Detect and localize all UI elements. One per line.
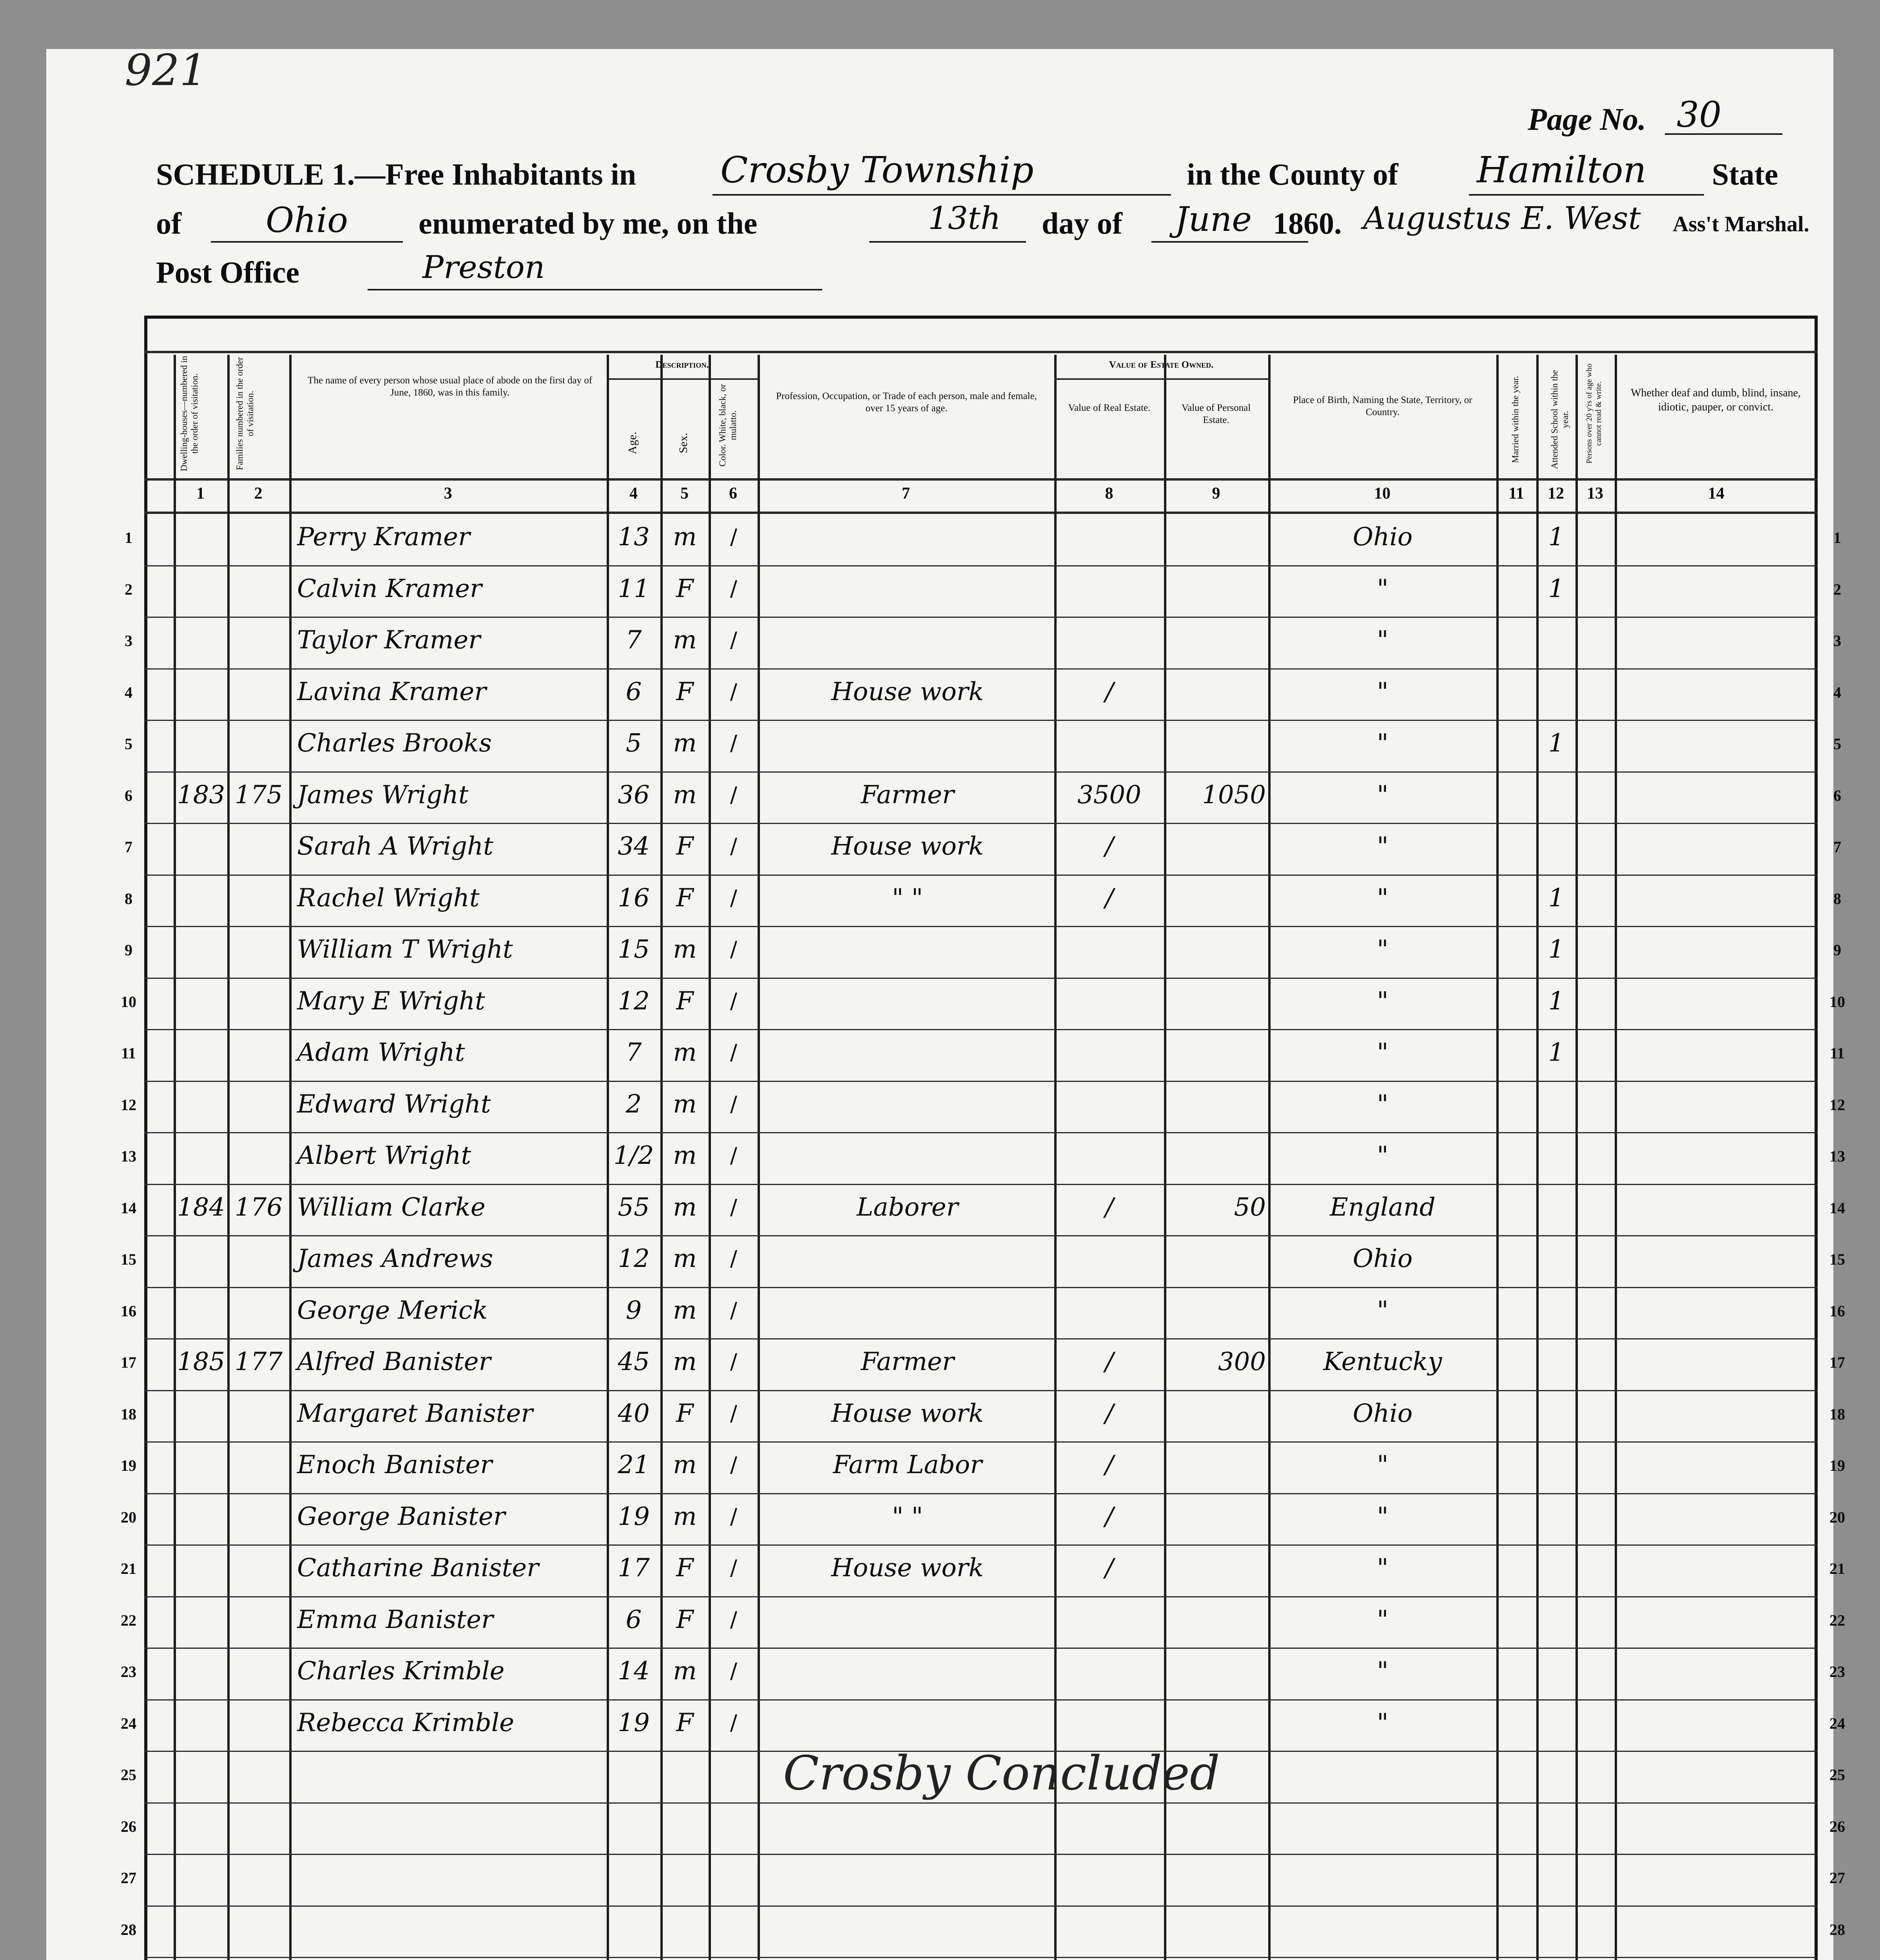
col5-header: Sex. [677, 432, 690, 454]
cell-name: Emma Banister [297, 1605, 493, 1634]
cell-birthplace: " [1377, 1450, 1389, 1479]
county-label: in the County of [1187, 157, 1398, 191]
line-number: 26 [1829, 1817, 1845, 1835]
cell-sex: m [673, 729, 697, 758]
cell-dwelling: 185 [177, 1347, 225, 1376]
line-number: 16 [1829, 1302, 1845, 1320]
state-label: State [1712, 157, 1778, 191]
cell-birthplace: " [1377, 1141, 1389, 1170]
cell-family: 177 [234, 1347, 283, 1376]
cell-real: / [1105, 1192, 1114, 1222]
col-number: 11 [1508, 485, 1524, 503]
cell-color: / [730, 988, 738, 1013]
line-number: 23 [121, 1663, 136, 1681]
cell-sex: F [676, 986, 694, 1016]
cell-name: Rachel Wright [297, 883, 480, 913]
row-rule [144, 617, 1818, 618]
census-year: 1860. [1273, 206, 1342, 240]
col6-header: Color. White, black, or mulatto. [718, 384, 738, 467]
cell-color: / [730, 524, 738, 549]
cell-color: / [730, 1143, 738, 1168]
cell-color: / [730, 937, 738, 962]
col11-header: Married within the year. [1510, 376, 1520, 463]
cell-sex: F [676, 1708, 694, 1737]
cell-sex: m [673, 1038, 697, 1067]
cell-birthplace: " [1377, 1502, 1389, 1531]
row-rule [144, 926, 1818, 927]
cell-color: / [730, 679, 738, 704]
line-number: 4 [125, 683, 132, 701]
cell-age: 7 [625, 1038, 642, 1067]
line-number: 2 [125, 580, 132, 598]
line-number: 14 [121, 1199, 136, 1217]
cell-school: 1 [1548, 1038, 1565, 1067]
col-number: 12 [1548, 485, 1564, 503]
line-number: 21 [121, 1560, 136, 1577]
cell-color: / [730, 782, 738, 807]
cell-age: 7 [625, 626, 642, 655]
cell-birthplace: " [1377, 1708, 1389, 1737]
cell-sex: m [673, 1244, 697, 1273]
col-number: 9 [1212, 485, 1220, 503]
line-number: 1 [125, 529, 132, 546]
description-header: Description. [655, 359, 709, 370]
line-number: 15 [1829, 1250, 1845, 1268]
line-number: 16 [121, 1302, 136, 1320]
cell-sex: m [673, 1450, 697, 1479]
row-rule [144, 1648, 1818, 1649]
cell-school: 1 [1548, 935, 1565, 964]
cell-sex: F [676, 1605, 694, 1634]
line-number: 23 [1829, 1663, 1845, 1681]
row-rule [144, 720, 1818, 721]
cell-name: Charles Krimble [297, 1657, 505, 1686]
col14-header: Whether deaf and dumb, blind, insane, idiotic, pauper, or convict. [1631, 387, 1801, 413]
row-rule [144, 668, 1818, 670]
line-number: 28 [121, 1920, 136, 1938]
col2-header: Families numbered in the order of visitation. [235, 357, 255, 470]
cell-occupation: House work [831, 1553, 984, 1583]
line-number: 26 [121, 1817, 136, 1835]
col-number: 3 [444, 485, 452, 503]
cell-name: Taylor Kramer [297, 626, 480, 655]
col10-header: Place of Birth, Naming the State, Territory, or Country. [1293, 395, 1472, 417]
cell-name: Alfred Banister [297, 1347, 491, 1376]
col-number: 13 [1587, 485, 1603, 503]
cell-color: / [730, 1504, 738, 1529]
line-number: 27 [1829, 1869, 1845, 1887]
cell-name: Edward Wright [297, 1089, 491, 1119]
cell-real: / [1105, 1450, 1114, 1479]
cell-occupation: Farm Labor [833, 1450, 982, 1479]
line-number: 21 [1829, 1560, 1845, 1577]
line-number: 24 [121, 1714, 136, 1732]
enumeration-day: 13th [928, 200, 1001, 236]
cell-age: 1/2 [613, 1141, 654, 1170]
line-number: 12 [1829, 1096, 1845, 1114]
township-name: Crosby Township [720, 149, 1034, 191]
line-number: 17 [1829, 1354, 1845, 1371]
cell-age: 6 [625, 677, 642, 706]
line-number: 22 [1829, 1611, 1845, 1629]
cell-birthplace: " [1377, 1657, 1389, 1686]
cell-color: / [730, 1194, 738, 1220]
cell-school: 1 [1548, 986, 1565, 1016]
cell-occupation: " " [892, 1502, 923, 1531]
line-number: 8 [125, 889, 132, 907]
line-number: 12 [121, 1096, 136, 1114]
row-rule [144, 823, 1818, 824]
cell-sex: F [676, 1399, 694, 1428]
col-number: 4 [629, 485, 638, 503]
cell-age: 17 [618, 1553, 650, 1583]
cell-sex: m [673, 780, 697, 809]
cell-color: / [730, 885, 738, 910]
marshal-name: Augustus E. West [1363, 200, 1641, 236]
cell-color: / [730, 628, 738, 652]
line-number: 25 [1829, 1766, 1845, 1784]
cell-birthplace: Kentucky [1323, 1347, 1442, 1376]
cell-sex: F [676, 574, 694, 603]
cell-birthplace: " [1377, 1553, 1389, 1583]
cell-birthplace: Ohio [1352, 1399, 1413, 1428]
cell-school: 1 [1548, 883, 1565, 913]
cell-age: 14 [618, 1657, 650, 1686]
cell-color: / [730, 1607, 738, 1632]
line-number: 7 [125, 838, 132, 856]
cell-birthplace: Ohio [1352, 523, 1413, 552]
cell-name: George Merick [297, 1296, 488, 1325]
cell-age: 9 [625, 1296, 642, 1325]
page-number: 30 [1677, 94, 1722, 135]
cell-sex: m [673, 1657, 697, 1686]
line-number: 20 [1829, 1508, 1845, 1526]
row-rule [144, 771, 1818, 773]
cell-occupation: Farmer [861, 1347, 954, 1376]
cell-color: / [730, 1710, 738, 1735]
cell-name: Charles Brooks [297, 729, 492, 758]
cell-age: 19 [618, 1708, 650, 1737]
cell-name: Perry Kramer [297, 523, 470, 552]
cell-sex: m [673, 1347, 697, 1376]
row-rule [144, 1906, 1818, 1907]
cell-birthplace: England [1330, 1192, 1436, 1222]
line-number: 9 [1833, 941, 1841, 959]
col1-header: Dwelling-houses—numbered in the order of visitation. [179, 356, 199, 472]
cell-birthplace: " [1377, 832, 1389, 861]
line-number: 17 [121, 1354, 136, 1371]
cell-real: / [1105, 1347, 1114, 1376]
cell-age: 40 [618, 1399, 650, 1428]
cell-color: / [730, 1091, 738, 1116]
cell-age: 13 [618, 523, 650, 552]
cell-personal: 1050 [1202, 780, 1266, 809]
cell-color: / [730, 576, 738, 601]
cell-name: Enoch Banister [297, 1450, 492, 1479]
line-number: 3 [1833, 632, 1841, 650]
cell-school: 1 [1548, 574, 1565, 603]
cell-sex: m [673, 1502, 697, 1531]
page-label: Page No. [1528, 102, 1646, 137]
line-number: 22 [121, 1611, 136, 1629]
post-office-label: Post Office [156, 255, 300, 289]
cell-color: / [730, 1040, 738, 1065]
cell-age: 15 [618, 935, 650, 964]
cell-sex: F [676, 832, 694, 861]
cell-age: 5 [625, 729, 642, 758]
col-number: 6 [729, 485, 737, 503]
col-number: 5 [680, 485, 689, 503]
cell-real: / [1105, 1399, 1114, 1428]
cell-birthplace: " [1377, 1296, 1389, 1325]
line-number: 13 [121, 1147, 136, 1165]
line-number: 1 [1833, 529, 1841, 546]
col-number: 7 [902, 485, 910, 503]
line-number: 24 [1829, 1714, 1845, 1732]
cell-birthplace: " [1377, 677, 1389, 706]
row-rule [144, 1390, 1818, 1391]
cell-age: 11 [618, 574, 650, 603]
row-rule [144, 1544, 1818, 1546]
line-number: 5 [125, 735, 132, 753]
cell-age: 36 [618, 780, 650, 809]
cell-sex: m [673, 1141, 697, 1170]
row-rule [144, 1596, 1818, 1597]
col8-header: Value of Real Estate. [1068, 403, 1151, 413]
line-number: 11 [1830, 1044, 1845, 1062]
cell-sex: m [673, 1296, 697, 1325]
cell-age: 34 [618, 832, 650, 861]
row-rule [144, 1029, 1818, 1030]
cell-birthplace: " [1377, 883, 1389, 913]
cell-color: / [730, 1401, 738, 1426]
cell-sex: m [673, 626, 697, 655]
census-sheet [46, 45, 1845, 1960]
cell-color: / [730, 731, 738, 755]
line-number: 18 [1829, 1405, 1845, 1423]
line-number: 14 [1829, 1199, 1845, 1217]
cell-name: Sarah A Wright [297, 832, 493, 861]
corner-note: 921 [125, 45, 207, 95]
cell-color: / [730, 1659, 738, 1683]
line-number: 13 [1829, 1147, 1845, 1165]
cell-birthplace: " [1377, 626, 1389, 655]
line-number: 4 [1833, 683, 1841, 701]
col-number: 14 [1708, 485, 1724, 503]
col-number: 1 [196, 485, 205, 503]
cell-personal: 300 [1218, 1347, 1266, 1376]
row-rule [144, 875, 1818, 876]
marshal-label: Ass't Marshal. [1673, 212, 1809, 236]
cell-age: 21 [618, 1450, 650, 1479]
cell-real: / [1105, 1502, 1114, 1531]
cell-age: 16 [618, 883, 650, 913]
cell-occupation: House work [831, 677, 984, 706]
cell-occupation: Farmer [861, 780, 954, 809]
cell-name: Lavina Kramer [297, 677, 486, 706]
cell-dwelling: 183 [177, 780, 225, 809]
row-rule [144, 1338, 1818, 1339]
line-number: 6 [125, 786, 132, 804]
row-rule [144, 1493, 1818, 1494]
cell-occupation: Laborer [856, 1192, 959, 1222]
cell-occupation: House work [831, 832, 984, 861]
row-rule [144, 1957, 1818, 1958]
row-rule [144, 978, 1818, 979]
row-rule [144, 1854, 1818, 1855]
line-number: 27 [121, 1869, 136, 1887]
line-number: 10 [1829, 993, 1845, 1011]
row-rule [144, 1081, 1818, 1082]
county-name: Hamilton [1477, 149, 1646, 191]
cell-birthplace: Ohio [1352, 1244, 1413, 1273]
cell-birthplace: " [1377, 986, 1389, 1016]
cell-age: 12 [618, 1244, 650, 1273]
cell-name: Mary E Wright [297, 986, 485, 1016]
state-name: Ohio [266, 200, 348, 240]
cell-birthplace: " [1377, 729, 1389, 758]
cell-real: / [1105, 883, 1114, 913]
col-number: 10 [1374, 485, 1391, 503]
post-office-name: Preston [422, 249, 545, 285]
col-number: 2 [254, 485, 263, 503]
cell-name: William T Wright [297, 935, 513, 964]
line-number: 3 [125, 632, 132, 650]
cell-color: / [730, 1298, 738, 1323]
day-of-label: day of [1042, 206, 1122, 240]
cell-age: 19 [618, 1502, 650, 1531]
row-rule [144, 565, 1818, 566]
row-rule [144, 1441, 1818, 1443]
cell-school: 1 [1548, 523, 1565, 552]
col3-header: The name of every person whose usual place of abode on the first day of June, 1860, was in this family. [307, 375, 593, 398]
cell-real: / [1105, 832, 1114, 861]
cell-name: Catharine Banister [297, 1553, 539, 1583]
cell-real: / [1105, 1553, 1114, 1583]
schedule-label: SCHEDULE 1.—Free Inhabitants in [156, 157, 636, 191]
cell-name: James Andrews [297, 1244, 493, 1273]
cell-age: 2 [625, 1089, 642, 1119]
cell-birthplace: " [1377, 1038, 1389, 1067]
cell-sex: m [673, 935, 697, 964]
line-number: 19 [121, 1457, 136, 1474]
cell-family: 175 [234, 780, 283, 809]
cell-name: Rebecca Krimble [297, 1708, 514, 1737]
cell-age: 6 [625, 1605, 642, 1634]
cell-name: Albert Wright [297, 1141, 471, 1170]
cell-dwelling: 184 [177, 1192, 225, 1222]
line-number: 19 [1829, 1457, 1845, 1474]
line-number: 6 [1833, 786, 1841, 804]
cell-sex: F [676, 1553, 694, 1583]
cell-name: William Clarke [297, 1192, 486, 1222]
cell-birthplace: " [1377, 935, 1389, 964]
cell-birthplace: " [1377, 780, 1389, 809]
cell-sex: m [673, 1089, 697, 1119]
cell-sex: m [673, 1192, 697, 1222]
col-number: 8 [1105, 485, 1113, 503]
col12-header: Attended School within the year. [1550, 370, 1570, 469]
cell-birthplace: " [1377, 574, 1389, 603]
line-number: 5 [1833, 735, 1841, 753]
cell-sex: F [676, 883, 694, 913]
cell-sex: m [673, 523, 697, 552]
cell-occupation: House work [831, 1399, 984, 1428]
line-number: 20 [121, 1508, 136, 1526]
cell-sex: F [676, 677, 694, 706]
col9-header: Value of Personal Estate. [1181, 403, 1251, 425]
row-rule [144, 1287, 1818, 1288]
line-number: 7 [1833, 838, 1841, 856]
enumeration-month: June [1175, 200, 1252, 239]
line-number: 28 [1829, 1920, 1845, 1938]
line-number: 9 [125, 941, 132, 959]
cell-family: 176 [234, 1192, 283, 1222]
row-rule [144, 1699, 1818, 1700]
of-label: of [156, 206, 181, 240]
row-rule [144, 1132, 1818, 1133]
cell-personal: 50 [1234, 1192, 1266, 1222]
cell-age: 55 [618, 1192, 650, 1222]
line-number: 15 [121, 1250, 136, 1268]
cell-school: 1 [1548, 729, 1565, 758]
cell-color: / [730, 1452, 738, 1477]
cell-name: James Wright [297, 780, 469, 809]
line-number: 2 [1833, 580, 1841, 598]
line-number: 10 [121, 993, 136, 1011]
cell-color: / [730, 1349, 738, 1374]
estate-header: Value of Estate Owned. [1109, 359, 1214, 370]
cell-name: Adam Wright [297, 1038, 465, 1067]
row-rule [144, 1235, 1818, 1236]
cell-color: / [730, 834, 738, 858]
line-number: 25 [121, 1766, 136, 1784]
col13-header: Persons over 20 y'rs of age who cannot read & write. [1585, 363, 1603, 464]
row-rule [144, 1802, 1818, 1804]
line-number: 18 [121, 1405, 136, 1423]
row-rule [144, 1184, 1818, 1185]
cell-color: / [730, 1246, 738, 1271]
line-number: 8 [1833, 889, 1841, 907]
cell-age: 45 [618, 1347, 650, 1376]
cell-real: / [1105, 677, 1114, 706]
col4-header: Age. [626, 432, 639, 454]
cell-birthplace: " [1377, 1089, 1389, 1119]
cell-name: Margaret Banister [297, 1399, 533, 1428]
cell-name: George Banister [297, 1502, 506, 1531]
concluded-note: Crosby Concluded [783, 1746, 1220, 1801]
cell-occupation: " " [892, 883, 923, 913]
col7-header: Profession, Occupation, or Trade of each person, male and female, over 15 years of age. [776, 391, 1037, 414]
enumerated-label: enumerated by me, on the [419, 206, 758, 240]
line-number: 11 [121, 1044, 136, 1062]
cell-name: Calvin Kramer [297, 574, 482, 603]
cell-color: / [730, 1555, 738, 1580]
cell-real: 3500 [1077, 780, 1141, 809]
cell-age: 12 [618, 986, 650, 1016]
cell-birthplace: " [1377, 1605, 1389, 1634]
